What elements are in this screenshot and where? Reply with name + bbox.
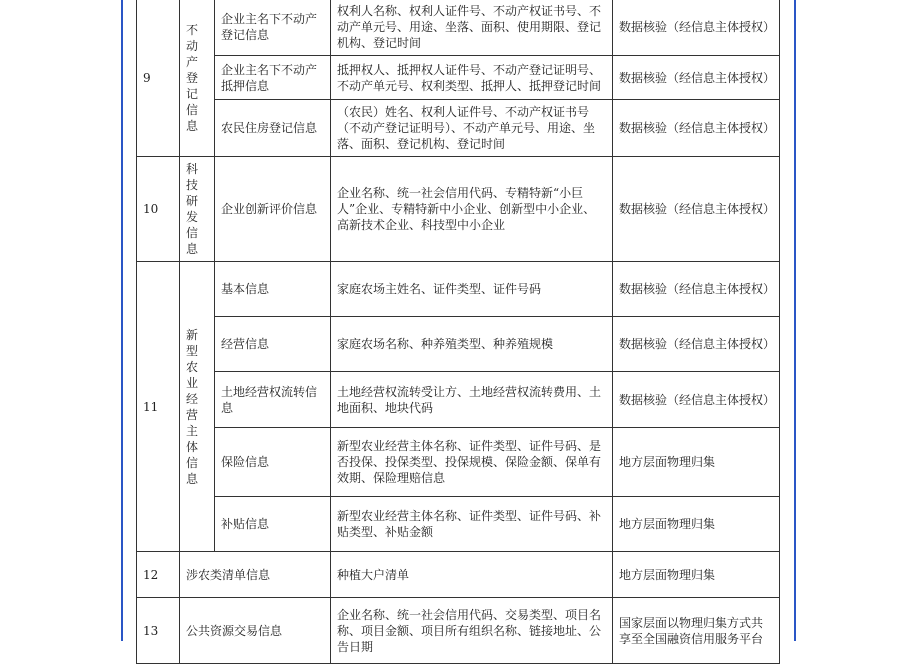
item-cell: 补贴信息	[215, 497, 331, 552]
category-cell: 新型农业经营主体信息	[180, 262, 215, 552]
method-cell: 数据核验（经信息主体授权）	[613, 157, 780, 262]
item-cell: 农民住房登记信息	[215, 100, 331, 157]
table-row	[137, 157, 780, 262]
content-cell: 抵押权人、抵押权人证件号、不动产登记证明号、不动产单元号、权利类型、抵押人、抵押登记时间	[331, 56, 613, 100]
row-number: 11	[137, 262, 180, 552]
item-cell: 企业主名下不动产登记信息	[215, 0, 331, 56]
content-cell: （农民）姓名、权利人证件号、不动产权证书号（不动产登记证明号）、不动产单元号、用途、坐落、面积、登记机构、登记时间	[331, 100, 613, 157]
content-cell: 新型农业经营主体名称、证件类型、证件号码、补贴类型、补贴金额	[331, 497, 613, 552]
row-number: 9	[137, 0, 180, 157]
item-cell: 基本信息	[215, 262, 331, 317]
method-cell: 数据核验（经信息主体授权）	[613, 317, 780, 372]
method-cell: 数据核验（经信息主体授权）	[613, 0, 780, 56]
row-number: 13	[137, 598, 180, 664]
method-cell: 地方层面物理归集	[613, 428, 780, 497]
content-cell: 家庭农场主姓名、证件类型、证件号码	[331, 262, 613, 317]
table-row	[137, 317, 780, 372]
table-row	[137, 372, 780, 428]
content-cell: 新型农业经营主体名称、证件类型、证件号码、是否投保、投保类型、投保规模、保险金额、保单有效期、保险理赔信息	[331, 428, 613, 497]
table-row	[137, 428, 780, 497]
content-cell: 土地经营权流转受让方、土地经营权流转费用、土地面积、地块代码	[331, 372, 613, 428]
method-cell: 数据核验（经信息主体授权）	[613, 372, 780, 428]
row-number: 12	[137, 552, 180, 598]
category-cell: 科技研发信息	[180, 157, 215, 262]
info-sharing-table	[136, 0, 780, 664]
content-cell: 权利人名称、权利人证件号、不动产权证书号、不动产单元号、用途、坐落、面积、使用期限、登记机构、登记时间	[331, 0, 613, 56]
table-row	[137, 100, 780, 157]
row-number: 10	[137, 157, 180, 262]
table-row	[137, 497, 780, 552]
table-row	[137, 262, 780, 317]
item-cell: 企业创新评价信息	[215, 157, 331, 262]
method-cell: 数据核验（经信息主体授权）	[613, 56, 780, 100]
item-cell: 保险信息	[215, 428, 331, 497]
content-cell: 种植大户清单	[331, 552, 613, 598]
content-cell: 企业名称、统一社会信用代码、专精特新“小巨人”企业、专精特新中小企业、创新型中小企业、高新技术企业、科技型中小企业	[331, 157, 613, 262]
document-frame-right-border	[794, 0, 796, 641]
content-cell: 家庭农场名称、种养殖类型、种养殖规模	[331, 317, 613, 372]
category-cell: 涉农类清单信息	[180, 552, 331, 598]
table-row	[137, 552, 780, 598]
table-row	[137, 0, 780, 56]
content-cell: 企业名称、统一社会信用代码、交易类型、项目名称、项目金额、项目所有组织名称、链接地址、公告日期	[331, 598, 613, 664]
item-cell: 土地经营权流转信息	[215, 372, 331, 428]
item-cell: 企业主名下不动产抵押信息	[215, 56, 331, 100]
method-cell: 地方层面物理归集	[613, 497, 780, 552]
category-cell: 不动产登记信息	[180, 0, 215, 157]
method-cell: 数据核验（经信息主体授权）	[613, 100, 780, 157]
item-cell: 经营信息	[215, 317, 331, 372]
method-cell: 数据核验（经信息主体授权）	[613, 262, 780, 317]
method-cell: 国家层面以物理归集方式共享至全国融资信用服务平台	[613, 598, 780, 664]
method-cell: 地方层面物理归集	[613, 552, 780, 598]
table-row	[137, 56, 780, 100]
category-cell: 公共资源交易信息	[180, 598, 331, 664]
table-row	[137, 598, 780, 664]
document-frame-left-border	[121, 0, 123, 641]
